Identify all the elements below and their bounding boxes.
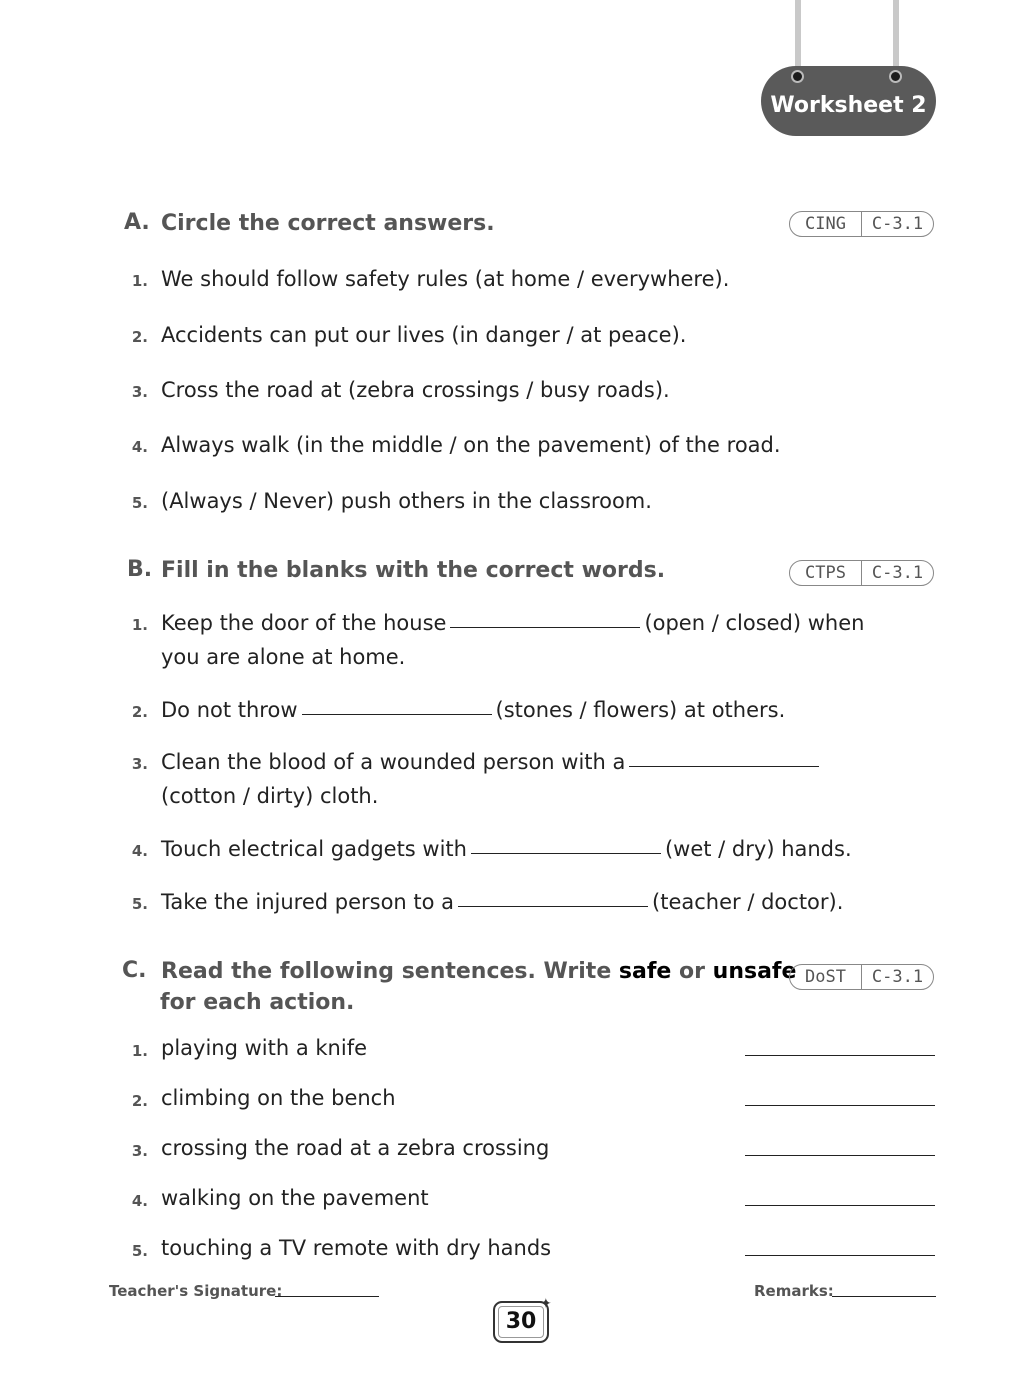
question-after: (teacher / doctor). bbox=[652, 890, 844, 914]
answer-blank[interactable] bbox=[629, 764, 819, 767]
question-before: Keep the door of the house bbox=[161, 611, 447, 635]
item-number: 4. bbox=[131, 842, 148, 860]
question-text: Cross the road at (zebra crossings / busy roads). bbox=[161, 378, 670, 402]
question-after: (stones / flowers) at others. bbox=[495, 698, 786, 722]
badge-code: C-3.1 bbox=[861, 561, 933, 585]
badge-skill: CTPS bbox=[805, 563, 846, 583]
item-number: 1. bbox=[131, 616, 148, 634]
answer-blank[interactable] bbox=[450, 625, 640, 628]
item-number: 1. bbox=[131, 272, 148, 290]
answer-line[interactable] bbox=[745, 1055, 935, 1056]
section-b-letter: B. bbox=[127, 557, 153, 582]
answer-blank[interactable] bbox=[471, 851, 661, 854]
question-continuation: (cotton / dirty) cloth. bbox=[161, 784, 379, 808]
answer-line[interactable] bbox=[745, 1105, 935, 1106]
badge-skill: DoST bbox=[805, 967, 846, 987]
word-safe: safe bbox=[618, 959, 672, 984]
section-a-title: Circle the correct answers. bbox=[161, 211, 495, 236]
item-number: 5. bbox=[131, 895, 148, 913]
word-unsafe: unsafe bbox=[712, 959, 797, 984]
remarks-line[interactable] bbox=[832, 1296, 936, 1297]
word-or: or bbox=[679, 959, 705, 984]
item-number: 2. bbox=[131, 1092, 148, 1110]
teacher-signature-line[interactable] bbox=[275, 1296, 379, 1297]
question-text bbox=[161, 750, 823, 774]
question-before: Touch electrical gadgets with bbox=[161, 837, 467, 861]
item-number: 2. bbox=[131, 328, 148, 346]
item-number: 3. bbox=[131, 1142, 148, 1160]
section-c-title-part2: for each action. bbox=[160, 990, 355, 1015]
section-c-title-part1: Read the following sentences. Write bbox=[161, 959, 612, 984]
badge-code: C-3.1 bbox=[861, 212, 933, 236]
action-text: walking on the pavement bbox=[161, 1186, 429, 1210]
item-number: 5. bbox=[131, 1242, 148, 1260]
section-a-badge bbox=[789, 211, 934, 237]
star-icon: ✦ bbox=[540, 1296, 552, 1312]
item-number: 2. bbox=[131, 703, 148, 721]
tag-hanger-right bbox=[893, 0, 899, 76]
action-text: crossing the road at a zebra crossing bbox=[161, 1136, 550, 1160]
question-text bbox=[161, 837, 852, 861]
section-b-badge bbox=[789, 560, 934, 586]
action-text: playing with a knife bbox=[161, 1036, 368, 1060]
question-text: (Always / Never) push others in the classroom. bbox=[161, 489, 652, 513]
worksheet-tag: Worksheet 2 bbox=[761, 66, 936, 136]
question-before: Take the injured person to a bbox=[161, 890, 455, 914]
question-before: Do not throw bbox=[161, 698, 298, 722]
item-number: 3. bbox=[131, 383, 148, 401]
question-after: (wet / dry) hands. bbox=[664, 837, 852, 861]
answer-blank[interactable] bbox=[458, 904, 648, 907]
question-text: We should follow safety rules (at home / everywhere). bbox=[161, 267, 730, 291]
remarks-label: Remarks: bbox=[754, 1282, 834, 1300]
answer-line[interactable] bbox=[745, 1205, 935, 1206]
answer-line[interactable] bbox=[745, 1255, 935, 1256]
section-c-title bbox=[161, 956, 796, 987]
section-a-letter: A. bbox=[124, 210, 150, 235]
question-text: Accidents can put our lives (in danger / at peace). bbox=[161, 323, 687, 347]
section-c-letter: C. bbox=[122, 958, 147, 983]
badge-skill: CING bbox=[805, 214, 846, 234]
tag-ring-left bbox=[791, 70, 804, 83]
question-text bbox=[161, 698, 785, 722]
badge-code: C-3.1 bbox=[861, 965, 933, 989]
answer-line[interactable] bbox=[745, 1155, 935, 1156]
action-text: climbing on the bench bbox=[161, 1086, 396, 1110]
question-text: Always walk (in the middle / on the pavement) of the road. bbox=[161, 433, 781, 457]
tag-hanger-left bbox=[795, 0, 801, 76]
page-number: 30 bbox=[493, 1301, 549, 1343]
action-text: touching a TV remote with dry hands bbox=[161, 1236, 552, 1260]
answer-blank[interactable] bbox=[302, 712, 492, 715]
item-number: 1. bbox=[131, 1042, 148, 1060]
question-text bbox=[161, 611, 864, 635]
question-before: Clean the blood of a wounded person with a bbox=[161, 750, 626, 774]
item-number: 3. bbox=[131, 755, 148, 773]
section-b-title: Fill in the blanks with the correct words. bbox=[161, 558, 666, 583]
question-after: (open / closed) when bbox=[644, 611, 865, 635]
item-number: 5. bbox=[131, 494, 148, 512]
section-c-badge bbox=[789, 964, 934, 990]
item-number: 4. bbox=[131, 438, 148, 456]
question-text bbox=[161, 890, 843, 914]
teacher-signature-label: Teacher's Signature: bbox=[109, 1282, 283, 1300]
tag-ring-right bbox=[889, 70, 902, 83]
question-continuation: you are alone at home. bbox=[161, 645, 406, 669]
item-number: 4. bbox=[131, 1192, 148, 1210]
